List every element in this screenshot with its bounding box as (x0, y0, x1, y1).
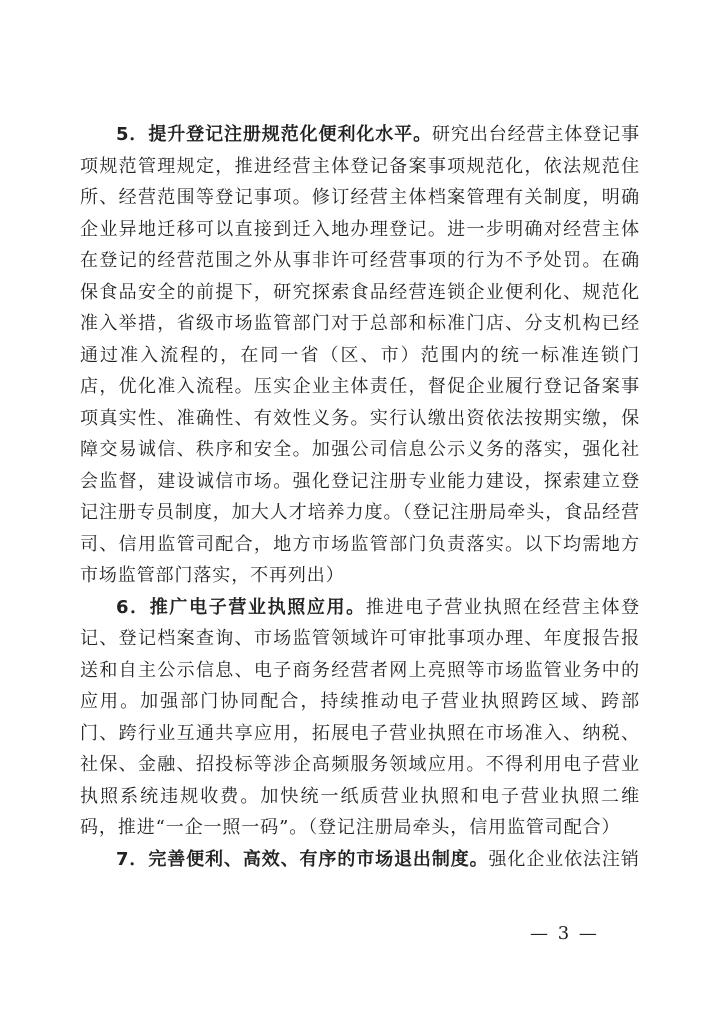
paragraph-5 (80, 119, 640, 592)
paragraph-7-body: 强化企业依法注销 (488, 848, 640, 870)
paragraph-6-heading: 6．推广电子营业执照应用。 (116, 596, 366, 618)
page-number: — 3 — (530, 923, 599, 944)
paragraph-7 (80, 844, 640, 876)
paragraph-5-body: 研究出台经营主体登记事项规范管理规定，推进经营主体登记备案事项规范化，依法规范住所、经营范围等登记事项。修订经营主体档案管理有关制度，明确企业异地迁移可以直接到迁入地办理登记。进一步明确对经营主体在登记的经营范围之外从事非许可经营事项的行为不予处罚。在确保食品安全的前提下，研究探索食品经营连锁企业便利化、规范化准入举措，省级市场监管部门对于总部和标准门店、分支机构已经通过准入流程的，在同一省（区、市）范围内的统一标准连锁门店，优化准入流程。压实企业主体责任，督促企业履行登记备案事项真实性、准确性、有效性义务。实行认缴出资依法按期实缴，保障交易诚信、秩序和安全。加强公司信息公示义务的落实，强化社会监督，建设诚信市场。强化登记注册专业能力建设，探索建立登记注册专员制度，加大人才培养力度。（登记注册局牵头，食品经营司、信用监管司配合，地方市场监管部门负责落实。以下均需地方市场监管部门落实，不再列出） (80, 124, 640, 586)
document-page (80, 119, 640, 875)
paragraph-7-heading: 7．完善便利、高效、有序的市场退出制度。 (116, 848, 489, 870)
paragraph-5-heading: 5．提升登记注册规范化便利化水平。 (116, 124, 432, 145)
paragraph-6-body: 推进电子营业执照在经营主体登记、登记档案查询、市场监管领域许可审批事项办理、年度报告报送和自主公示信息、电子商务经营者网上亮照等市场监管业务中的应用。加强部门协同配合，持续推动电子营业执照跨区域、跨部门、跨行业互通共享应用，拓展电子营业执照在市场准入、纳税、社保、金融、招投标等涉企高频服务领域应用。不得利用电子营业执照系统违规收费。加快统一纸质营业执照和电子营业执照二维码，推进“一企一照一码”。（登记注册局牵头，信用监管司配合） (80, 596, 640, 838)
paragraph-6 (80, 592, 640, 844)
